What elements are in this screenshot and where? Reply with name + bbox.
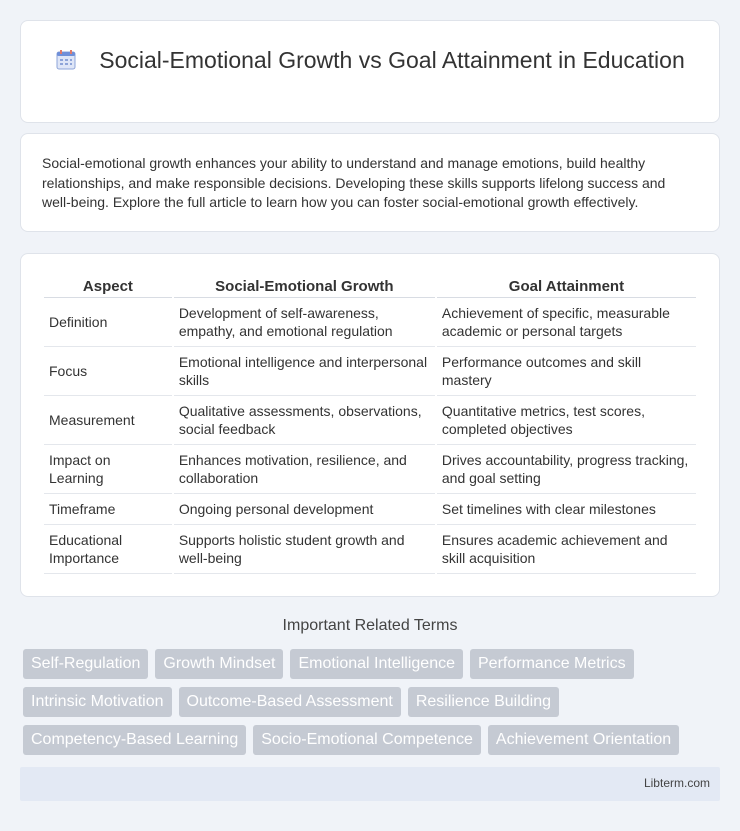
- intro-card: [20, 133, 720, 232]
- tag-row: [23, 725, 713, 755]
- row-social-emotional: Ongoing personal development: [174, 494, 435, 525]
- tag-competency-based-learning[interactable]: Competency-Based Learning: [23, 725, 246, 755]
- table-header-row: [44, 276, 696, 298]
- related-terms-title: Important Related Terms: [282, 617, 458, 634]
- tag-growth-mindset[interactable]: Growth Mindset: [155, 649, 283, 679]
- row-aspect: Definition: [44, 298, 172, 347]
- row-social-emotional: Emotional intelligence and interpersonal skills: [174, 347, 435, 396]
- row-goal-attainment: Quantitative metrics, test scores, completed objectives: [437, 396, 696, 445]
- comparison-table-card: [20, 253, 720, 597]
- tag-row: [23, 687, 713, 717]
- tag-row: [23, 649, 713, 679]
- row-social-emotional: Enhances motivation, resilience, and collaboration: [174, 445, 435, 494]
- tag-socio-emotional-competence[interactable]: Socio-Emotional Competence: [253, 725, 481, 755]
- footer-site-link[interactable]: Libterm.com: [643, 776, 710, 790]
- row-aspect: Timeframe: [44, 494, 172, 525]
- header-social-emotional-growth: Social-Emotional Growth: [174, 276, 435, 298]
- row-aspect: Measurement: [44, 396, 172, 445]
- row-goal-attainment: Set timelines with clear milestones: [437, 494, 696, 525]
- table-row: [44, 445, 696, 494]
- header-goal-attainment: Goal Attainment: [437, 276, 696, 298]
- page-title-wrap: [21, 45, 719, 75]
- row-goal-attainment: Performance outcomes and skill mastery: [437, 347, 696, 396]
- row-aspect: Focus: [44, 347, 172, 396]
- tag-self-regulation[interactable]: Self-Regulation: [23, 649, 148, 679]
- tag-emotional-intelligence[interactable]: Emotional Intelligence: [290, 649, 463, 679]
- intro-paragraph: Social-emotional growth enhances your ability to understand and manage emotions, build healthy relationships, and make responsible decisions. Developing these skills supports lifelong success and well-being. Explore the full article to learn how you can foster social-emotional growth effectively.: [42, 155, 666, 210]
- document-icon: [55, 49, 77, 71]
- tag-performance-metrics[interactable]: Performance Metrics: [470, 649, 634, 679]
- row-aspect: Educational Importance: [44, 525, 172, 574]
- table-row: [44, 525, 696, 574]
- title-card: [20, 20, 720, 123]
- table-row: [44, 298, 696, 347]
- footer: [20, 767, 720, 801]
- table-row: [44, 396, 696, 445]
- tag-outcome-based-assessment[interactable]: Outcome-Based Assessment: [179, 687, 401, 717]
- row-goal-attainment: Achievement of specific, measurable academic or personal targets: [437, 298, 696, 347]
- table-row: [44, 494, 696, 525]
- row-goal-attainment: Drives accountability, progress tracking, and goal setting: [437, 445, 696, 494]
- row-social-emotional: Development of self-awareness, empathy, and emotional regulation: [174, 298, 435, 347]
- tag-resilience-building[interactable]: Resilience Building: [408, 687, 559, 717]
- row-social-emotional: Qualitative assessments, observations, social feedback: [174, 396, 435, 445]
- page-title: Social-Emotional Growth vs Goal Attainment in Education: [99, 47, 685, 73]
- comparison-table: [42, 276, 698, 574]
- row-goal-attainment: Ensures academic achievement and skill acquisition: [437, 525, 696, 574]
- tag-intrinsic-motivation[interactable]: Intrinsic Motivation: [23, 687, 172, 717]
- header-aspect: Aspect: [44, 276, 172, 298]
- row-aspect: Impact on Learning: [44, 445, 172, 494]
- related-terms-list: [23, 649, 713, 763]
- tag-achievement-orientation[interactable]: Achievement Orientation: [488, 725, 679, 755]
- row-social-emotional: Supports holistic student growth and well-being: [174, 525, 435, 574]
- table-row: [44, 347, 696, 396]
